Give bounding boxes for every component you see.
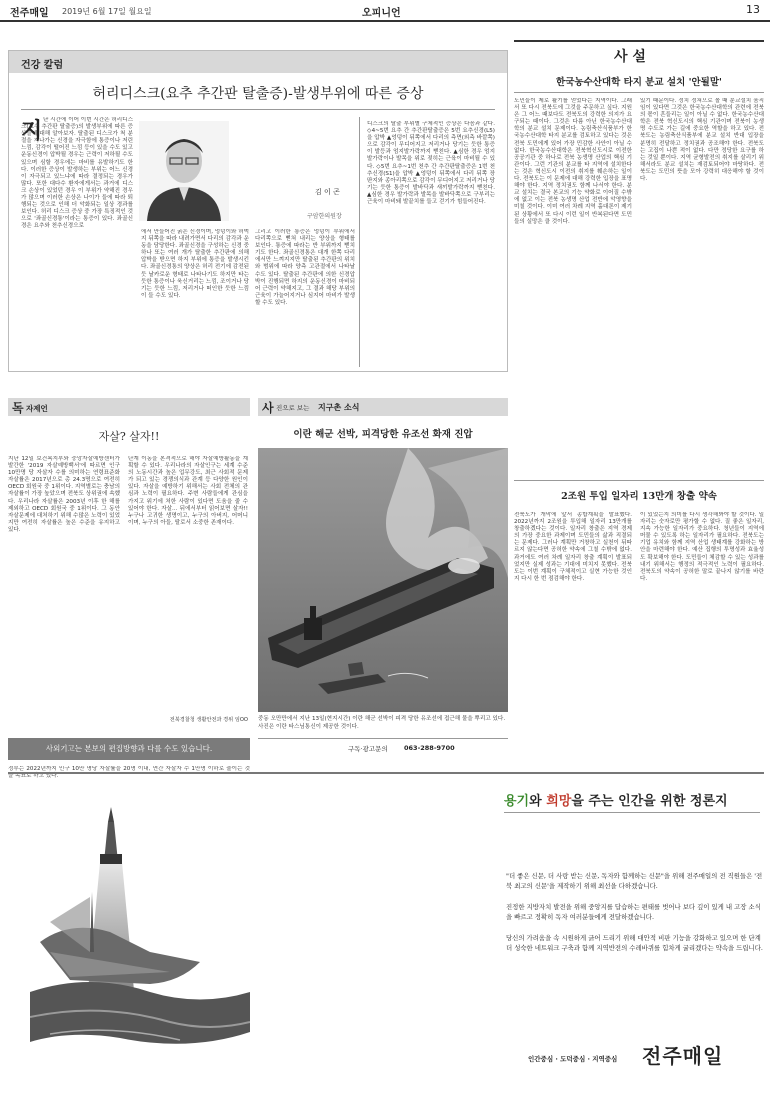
author-name: 김 이 곤 (315, 188, 340, 196)
ad-pledge-1: "더 좋은 신문, 더 사랑 받는 신문, 독자와 함께하는 신문"을 위해 전주매일의 전 직원들은 '전북 최고의 신문'을 제작하기 위해 최선을 다하겠습니다. (506, 872, 763, 890)
subscribe-phone: 063-288-9700 (404, 744, 455, 752)
reader-label-small: 자제언 (26, 404, 48, 413)
photo-title: 이란 해군 선박, 피격당한 유조선 화재 진압 (293, 429, 473, 440)
section-title: 오피니언 (362, 8, 401, 19)
ad-word-hope: 희망 (546, 794, 572, 809)
editorial-label: 사 설 (614, 49, 646, 65)
editorial-1-col-a: 도민들이 제로 활기를 얻었다는 지역이다. 그래서 또 다시 전북도에 그것을 주문하고 싶다. 지원은 그 어느 때보다도 전북도의 강력한 의지가 요구되는 때이다. 그것은 다름 아닌 한국농수산대학의 분교 설치 문제이다. 농림축산식품부가 한국농수산대학 타지 분교를 검토하고 있다는 것은 전북 도민에게 있어 가장 민감한 사안이 아닐 수 없다. 한국농수산대학은 전북혁신도시로 이전한 공공기관 중 하나로 전북 농생명 산업의 핵심 기관이다. 그런 기관의 분교를 타 지역에 설치한다는 것은 혁신도시 이전의 취지를 훼손하는 일이다. 전북도는 이 문제에 대해 강력한 입장을 표명해야 한다. 지역 정치권도 함께 나서야 한다. 분교 설치는 결국 본교의 기능 약화로 이어질 수밖에 없고 이는 전북 농생명 산업 전반에 악영향을 미칠 것이다. 이미 여러 차례 지역 홀대론이 제기된 상황에서 또 다시 이런 일이 반복된다면 도민들의 실망은 클 것이다. (514, 98, 632, 225)
editorial-top-rule (514, 40, 764, 42)
editorial-rule-2 (514, 480, 764, 481)
author-photo (139, 121, 229, 221)
health-column (8, 50, 508, 372)
health-col4-text: 디스크의 탈출 부위별 구체적인 증상은 다음과 같다. ◇4~5번 요추 간 추간판탈출증은 5번 요추신경(L5)을 압박 ▲엉덩이 뒤쪽에서 다리의 측면(외측 바깥쪽)으로 감각이 무디어지고 저리거나 당기는 듯한 통증이 발등과 엄지발가락까지 뻗친다. ▲심한 경우 엄지발가락이나 발목을 위로 젖히는 근육이 마비될 수 있다. ◇5번 요추~1번 천추 간 추간판탈출증은 1번 천추신경(S1)을 압박 ▲엉덩이 뒤쪽에서 다리 뒤쪽 장딴지와 종아리쪽으로 감각이 무디어지고 저리거나 당기는 듯한 통증이 발바닥과 새끼발가락까지 뻗친다. ▲심한 경우 발가락과 발목을 발바닥쪽으로 구부리는 근육이 마비돼 발끝치를 들고 걷기가 힘들어진다. (367, 121, 495, 206)
editorial-title-1: 한국농수산대학 타지 분교 설치 '안될말' (556, 77, 722, 88)
reader-col2: 단계 이동을 본격적으로 해야 자살예방활동을 계획할 수 있다. 우리나라의 자살인구는 세계 수준의 노동시간과 높은 업무강도, 최근 사회적 문제가 되고 있는 경쟁의식과 관계 등 다양한 원인이 있다. 자살을 예방하기 위해서는 사회 전체의 관심과 노력이 필요하다. 주변 사람들에게 관심을 가지고 위기에 처한 사람이 있다면 도움을 줄 수 있어야 한다. 자살... 뒤에서부터 읽어보면 살자!! 누구나 고귀한 생명이고, 누구의 아버지, 어머니이며, 누구의 아들, 딸로서 소중한 존재이다. (128, 456, 248, 526)
health-col2-text: 에서 만들어진 굵은 신경이며, 엉덩이와 허벅지 뒤쪽을 따라 내려가면서 다리의 감각과 운동을 담당한다. 좌골신경을 구성하는 신경 중 하나 또는 여러 개가 탈출한 추간판에 의해 압박을 받으면 하지 부위에 통증을 발생시킨다. 좌골신경통의 양상은 허리 전기에 감전된 듯 날카로운 형태로 나타나기도 하지만 타는 듯한 통증이나 욱신거리는 느낌, 조이거나 당기는 듯한 느낌, 저리거나 떠인한 듯한 느낌이 들 수도 있다. (141, 229, 249, 299)
reader-footnote: 정부는 2022년까지 인구 10만 명당 자살률을 20명 이내, 연간 자살자 수 1만명 이하로 줄이는 것을 목표로 하고 있다. (8, 766, 250, 780)
issue-date: 2019년 6월 17일 월요일 (62, 7, 152, 16)
notice-box (8, 738, 250, 760)
news-photo (258, 448, 508, 712)
ad-word-courage: 용기 (504, 794, 530, 809)
ad-motto: 인간중심 · 도덕중심 · 지역중심 (528, 1055, 618, 1063)
health-title-rule (21, 109, 495, 110)
health-label: 건강 칼럼 (21, 60, 64, 71)
ad-word-rest: 을 주는 인간을 위한 정론지 (571, 794, 728, 809)
ad-logo: 전주매일 (642, 1044, 724, 1068)
photo-caption: 중동 오만만에서 지난 13일(현지시간) 이란 해군 선박이 피격 당한 유조선에 접근해 물을 뿌리고 있다. 사진은 이란 타스님통신이 제공한 것이다. (258, 716, 506, 730)
reader-col1: 지난 12일 보건복지부와 중앙자살예방센터가 발간한 '2019 자살예방백서'에 따르면 인구 10만명 당 자살자 수를 의미하는 연령표준화 자살률은 2017년으로 총 24.3명으로 여전히 OECD 회원국 중 1위이다. 지역별로는 충남의 자살률이 가장 높았으며 전북도 상위권에 속했다. 우리나라 자살률은 2003년 이후 한 해를 제외하고 OECD 회원국 중 1위이다. 그 동안 자살문제에 대처하기 위해 수많은 노력이 있었지만 여전히 자살률은 높은 수준을 유지하고 있다. (8, 456, 120, 533)
editorial-2-col-b: 이 있었는지 의미를 다시 생각해봐야 할 것이다. 일자리는 숫자로만 평가할 수 없다. 질 좋은 일자리, 지속 가능한 일자리가 중요하다. 청년들이 지역에 머물 수 있도록 하는 일자리가 필요하다. 전북도는 기업 유치와 함께 지역 산업 생태계를 강화하는 방안을 마련해야 한다. 예산 집행의 투명성과 효율성도 확보해야 한다. 도민들이 체감할 수 있는 성과를 내기 위해서는 행정의 적극적인 노력이 필요하다. 전북도의 약속이 공허한 말로 끝나지 않기를 바란다. (640, 512, 764, 582)
ad-pledge-3: 당신의 가려움을 속 시원하게 긁어 드리기 위해 대안적 비판 기능을 강화하고 있으며 한 단계 더 성숙한 네트워크 구축과 함께 지역반전의 수레바퀴를 힘차게 굴리겠다는 약속을 드립니다. (506, 934, 763, 952)
photo-label-small: 진으로 보는 (276, 404, 310, 412)
page-header (0, 0, 770, 22)
drop-cap: 지 (21, 118, 43, 144)
ad-pledge (506, 872, 764, 953)
ad-headline (504, 790, 764, 809)
health-title: 허리디스크(요추 추간판 탈출증)-발생부위에 따른 증상 (92, 86, 424, 102)
lighthouse-illustration (30, 802, 250, 1072)
photo-news (258, 398, 508, 760)
editorial-2-col-a: 전북도가 개막에 앞서 종합계획을 발표했다. 2022년까지 2조원을 투입해 일자리 13만개를 창출하겠다는 것이다. 일자리 창출은 지역 경제의 가장 중요한 과제이며 도민들의 삶과 직결되는 문제다. 그러나 계획만 거창하고 실천이 뒤따르지 않는다면 공허한 약속에 그칠 수밖에 없다. 과거에도 여러 차례 일자리 창출 계획이 발표되었지만 실제 성과는 기대에 미치지 못했다. 전북도는 이번 계획이 구체적이고 실현 가능한 것인지 다시 한 번 점검해야 한다. (514, 512, 632, 582)
ad-pledge-2: 진정한 지방자치 발전을 위해 중앙지를 답습하는 편태를 벗어나 보다 깊이 있게 내 고장 소식을 빠르고 정확히 독자 여러분들에게 전달하겠습니다. (506, 903, 761, 921)
editorial-rule-1 (514, 92, 764, 93)
ad-word-and: 와 (529, 794, 547, 809)
author-role: 구암한의원장 (307, 213, 342, 220)
masthead: 전주매일 (10, 8, 49, 19)
health-col3-text: 그리고 이러한 통증은 엉덩이 부위에서 다리쪽으로 뻗쳐 내리는 양상을 형태를 보인다. 통증에 따라는 반 부위까지 뻗치기도 한다. 좌골신경통은 대개 한쪽 다리에서만 느껴지지만 탈출된 추간판의 위치와 범위에 따라 양측 고관절에서 나타날 수도 있다. 탈출된 추간판에 의한 신경압박이 진행되면 하지의 운동신경이 마비되어 근력이 약해지고, 그 결과 해당 부위의 근육이 가늘어지거나 심지어 마비가 발생할 수도 있다. (255, 229, 355, 306)
reader-label-big: 독 (12, 401, 24, 415)
editorial (514, 40, 764, 720)
editorial-1-col-b: 있기 때문이다. 정치 정쳐으로 볼 때 분교설치 움직임이 있다면 그것은 한국농수산대학의 관련에 전북의 몫이 흔들리는 일이 아닐 수 없다. 한국농수산대학은 전북 혁신도시의 핵심 기관이며 전북이 농생명 수도로 가는 길에 중요한 역할을 하고 있다. 전북도는 농림축산식품부에 분교 설치 반대 입장을 분명히 전달하고 정치권과 공조해야 한다. 전북도는 고집이 나쁜 적이 없다. 다만 정당한 요구를 하는 것일 뿐이다. 지역 균형발전의 취지를 살리기 위해서라도 분교 설치는 재검토되어야 마땅하다. 전북도는 도민의 뜻을 모아 강력히 대응해야 할 것이다. (640, 98, 764, 183)
reader-column (8, 398, 250, 728)
reader-byline: 전북경찰청 생활안전과 경위 임OO (169, 717, 248, 723)
page-number: 13 (746, 3, 760, 16)
author-divider (359, 117, 360, 367)
photo-label-big: 사 (262, 401, 274, 415)
health-col1-text: 난 시간에 이어 이번 시간은 허리디스크(요추 추간판 탈출증)의 발생부위에 따른 증상들에 대해 알아보자. 탈출된 디스크가 척 분절을 지나가는 신경을 자극함에 통증이나 저린 느낌, 감각이 떨어진 느낌 등이 있을 수도 있고 운동신경이 압박될 경우는 근력이 저하될 수도 있으며 심할 경우에는 마비를 유발하기도 한다. 이러한 증상이 발생하는 부위는 어느 신경이 자극되고 있느냐에 따라 결정되는 경우가 많다. 또한 대다수 환자에게서는 과거에 디스크 손상이 있었던 경우 이 부위가 약해진 경우가 많으며 이러한 손상은 나이가 들에 따라 퇴행되는 것으로 인해 더 악화되는 일상 경과를 보인다. 허리 디스크 증상 중 가장 특징적인 것으로 '좌골신경통'이라는 통증이 있다. 좌골신경은 요추와 천추신경으로 (21, 117, 133, 230)
photo-bottom-rule (258, 738, 508, 739)
editorial-title-2: 2조원 투입 일자리 13만개 창출 약속 (561, 491, 717, 502)
health-intro (21, 117, 133, 267)
reader-title: 자살? 살자!! (98, 430, 160, 443)
photo-label-rest: 지구촌 소식 (318, 403, 360, 412)
health-label-band (9, 51, 507, 73)
notice-text: 사외기고는 본보의 편집방향과 다를 수도 있습니다. (45, 744, 213, 753)
ad-headline-rule (504, 812, 760, 813)
ad-banner (8, 772, 764, 1088)
subscribe-label: 구독·광고문의 (348, 745, 388, 753)
